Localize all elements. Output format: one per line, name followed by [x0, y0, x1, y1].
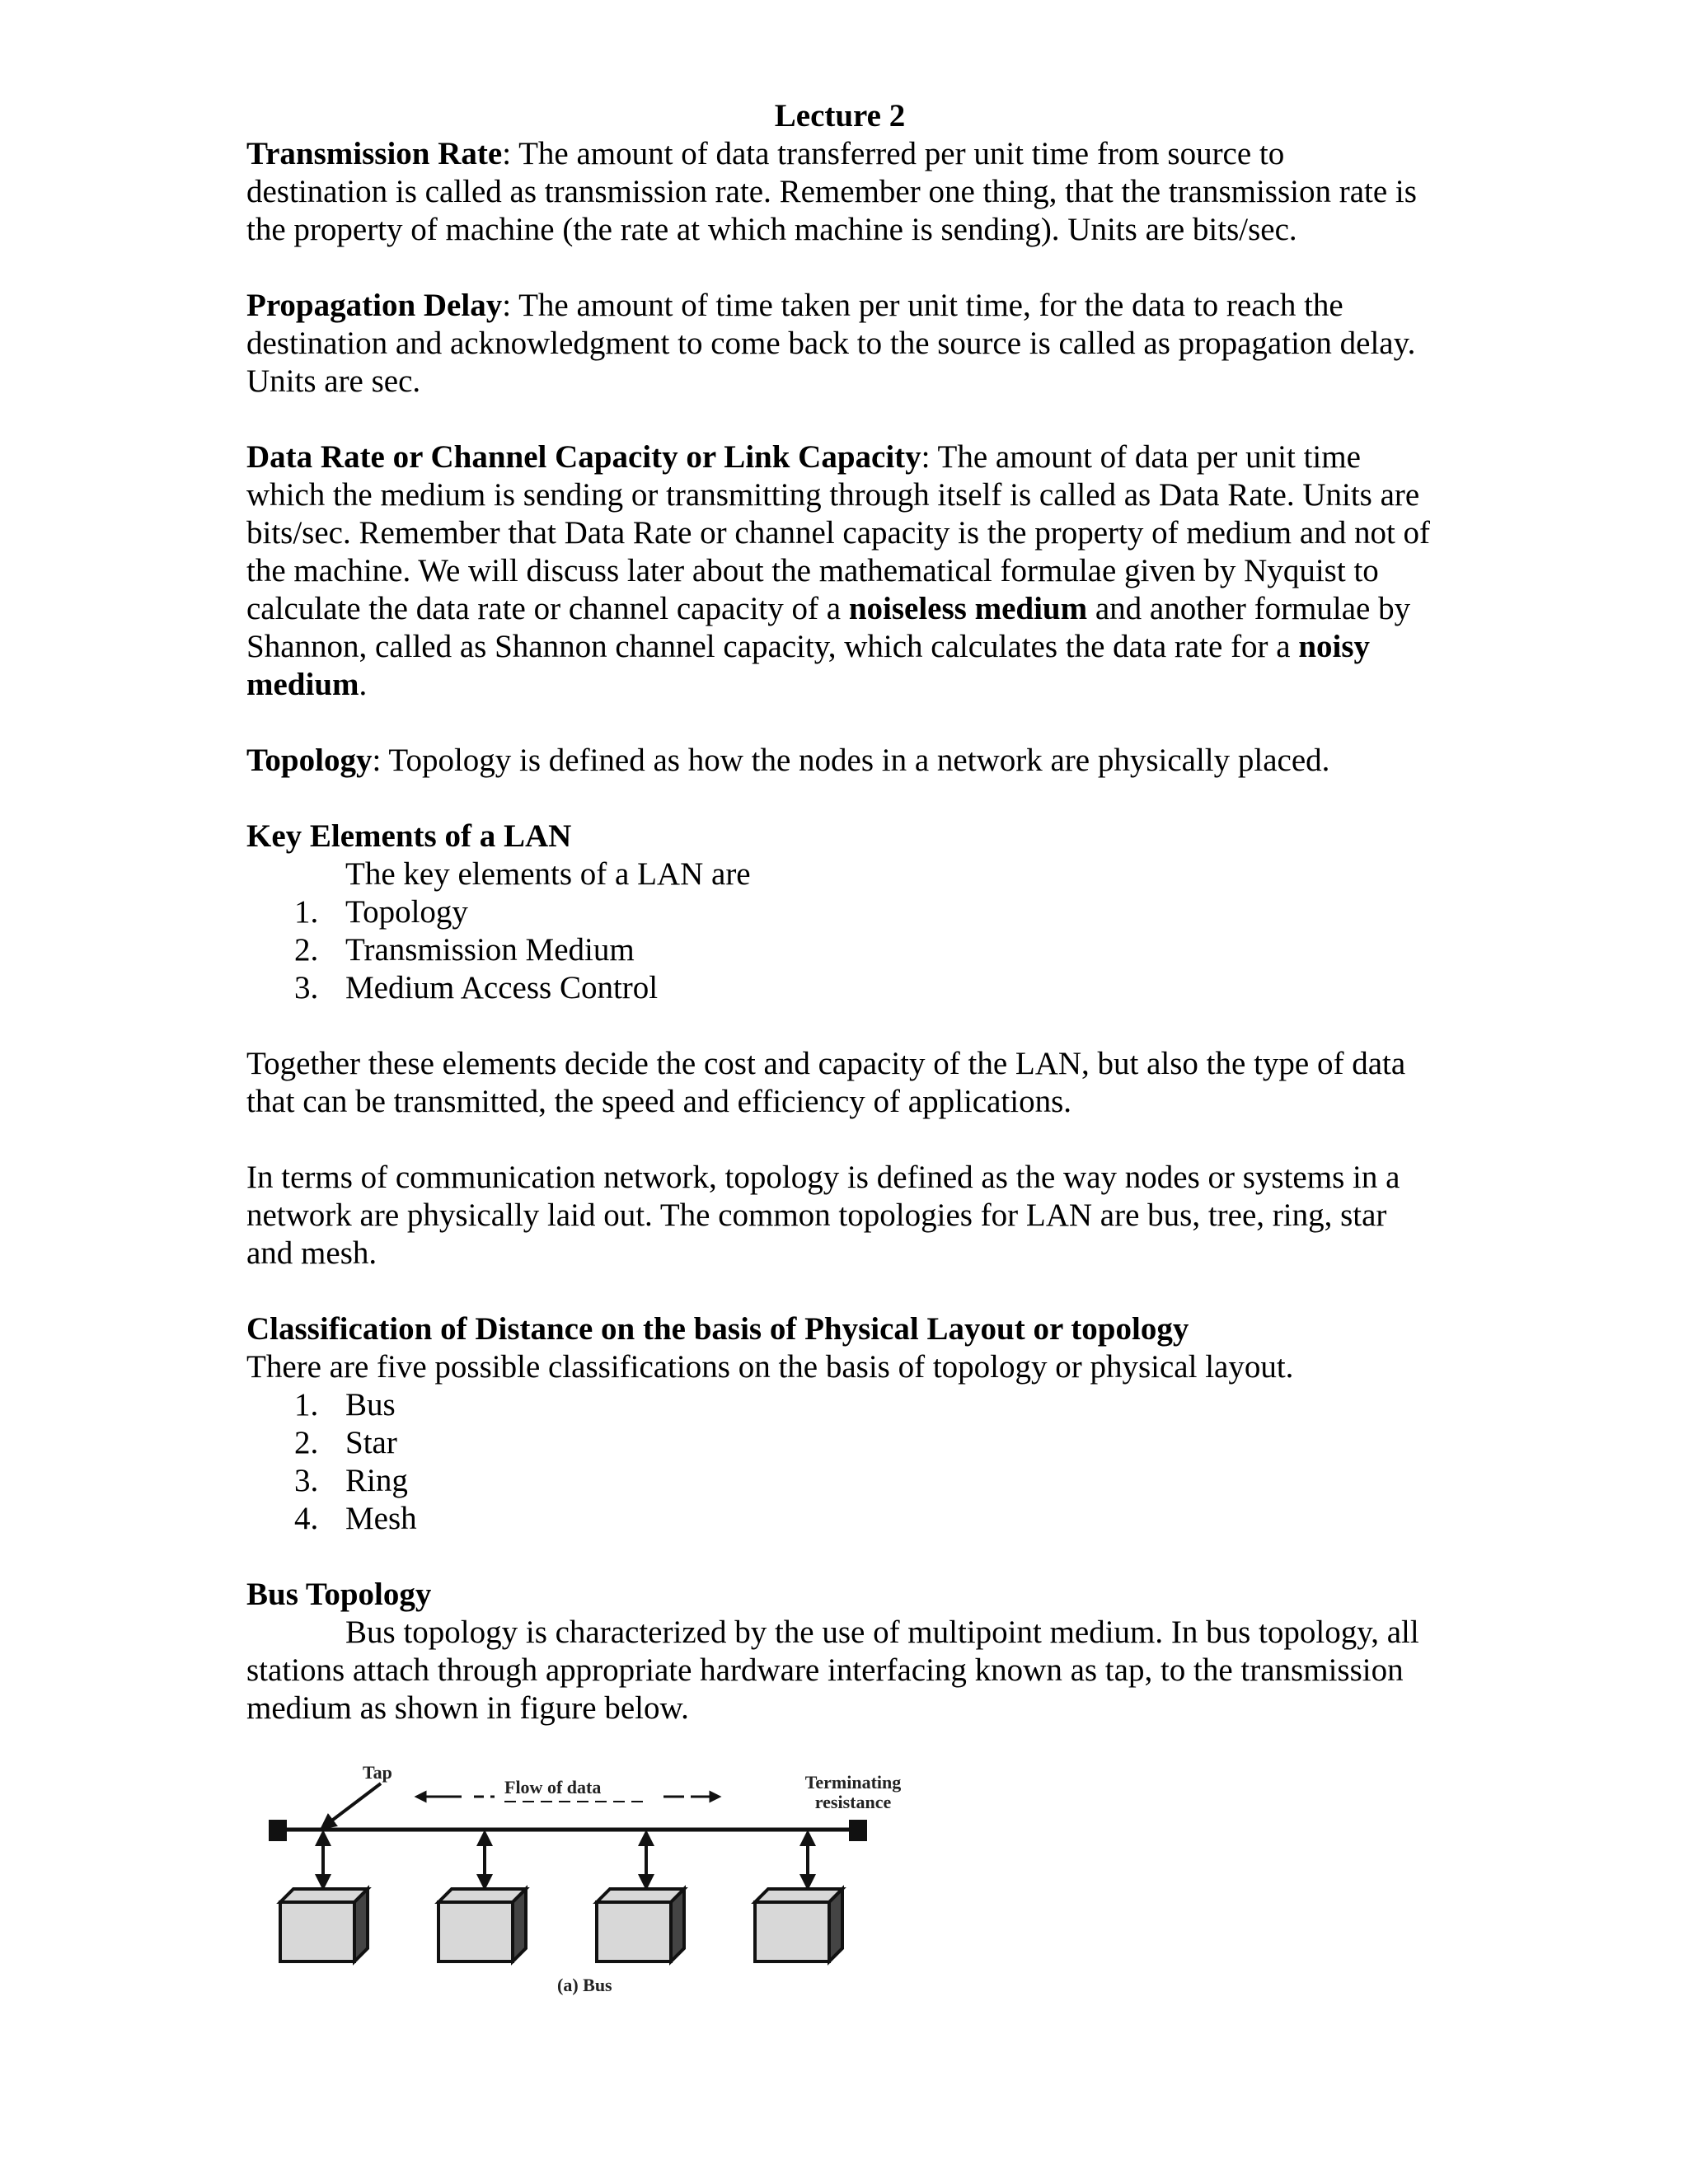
- data-rate-text-1: : The amount of data per unit time which the medium is sending or transmitting through itself is called as Data Rate. Units are bits/sec. Remember that Data Rate or channel capacity is the property of medium and not of the machine. We will discuss later about the mathematical formulae given by Nyquist to calculate the data rate or channel capacity of a: [246, 439, 1431, 626]
- list-item: [246, 1462, 1433, 1500]
- list-number: 4.: [294, 1501, 319, 1536]
- list-number: 3.: [294, 1463, 319, 1498]
- terminating-label: Terminating: [804, 1772, 902, 1793]
- station-4: [755, 1838, 842, 1961]
- transmission-rate-term: Transmission Rate: [246, 136, 503, 171]
- classification-intro: There are five possible classifications on the basis of topology or physical layout.: [246, 1349, 1294, 1385]
- list-label: Bus: [345, 1387, 396, 1422]
- figure-caption: (a) Bus: [557, 1975, 612, 1995]
- list-item: [246, 1500, 1433, 1538]
- together-paragraph: Together these elements decide the cost and capacity of the LAN, but also the type of data that can be transmitted, the speed and efficiency of applications.: [246, 1046, 1406, 1119]
- bus-topology-figure: [0, 1762, 940, 2001]
- list-item: [246, 969, 1433, 1007]
- list-number: 2.: [294, 1425, 319, 1460]
- list-label: Mesh: [345, 1501, 417, 1536]
- list-label: Transmission Medium: [345, 932, 635, 968]
- data-rate-paragraph: [246, 438, 1433, 704]
- terminator-left: [269, 1820, 287, 1841]
- bus-topology-heading: Bus Topology: [246, 1577, 432, 1612]
- list-item: [246, 1386, 1433, 1424]
- data-rate-text-3: .: [359, 667, 368, 702]
- list-number: 1.: [294, 1387, 319, 1422]
- bus-topology-paragraph: [246, 1614, 1433, 1727]
- key-elements-list: [246, 893, 1433, 1007]
- classification-heading: Classification of Distance on the basis of Physical Layout or topology: [246, 1311, 1189, 1347]
- list-number: 1.: [294, 894, 319, 930]
- data-rate-term: Data Rate or Channel Capacity or Link Capacity: [246, 439, 921, 475]
- key-elements-heading: Key Elements of a LAN: [246, 818, 572, 854]
- resistance-label: resistance: [814, 1792, 892, 1812]
- transmission-rate-text: : The amount of data transferred per unit time from source to destination is called as transmission rate. Remember one thing, that the transmission rate is the property of machine (the rate at which machine is sending). Units are bits/sec.: [246, 136, 1417, 247]
- topology-text: : Topology is defined as how the nodes in a network are physically placed.: [372, 743, 1330, 778]
- list-item: [246, 1424, 1433, 1462]
- list-item: [246, 931, 1433, 969]
- page-title: Lecture 2: [774, 98, 906, 134]
- document-page: [246, 97, 1433, 1727]
- noisy-medium-term: noisy medium: [246, 629, 1371, 702]
- terminator-right: [849, 1820, 867, 1841]
- list-label: Ring: [345, 1463, 408, 1498]
- bus-topology-text: Bus topology is characterized by the use of multipoint medium. In bus topology, all stations attach through appropriate hardware interfacing known as tap, to the transmission medium as shown in figure below.: [246, 1615, 1419, 1726]
- list-number: 2.: [294, 932, 319, 968]
- list-item: [246, 893, 1433, 931]
- propagation-delay-term: Propagation Delay: [246, 288, 503, 323]
- classification-list: [246, 1386, 1433, 1538]
- bus-diagram: [0, 1762, 940, 2001]
- propagation-delay-text: : The amount of time taken per unit time, for the data to reach the destination and acknowledgment to come back to the source is called as propagation delay. Units are sec.: [246, 288, 1416, 399]
- in-terms-paragraph: In terms of communication network, topology is defined as the way nodes or systems in a network are physically laid out. The common topologies for LAN are bus, tree, ring, star and mesh.: [246, 1160, 1400, 1271]
- data-rate-text-2: and another formulae by Shannon, called as Shannon channel capacity, which calculates the data rate for a: [246, 591, 1411, 664]
- propagation-delay-paragraph: [246, 287, 1433, 401]
- list-label: Topology: [345, 894, 468, 930]
- station-2: [438, 1838, 526, 1961]
- station-3: [597, 1838, 684, 1961]
- flow-of-data-label: Flow of data: [504, 1777, 602, 1797]
- tap-label: Tap: [363, 1762, 392, 1783]
- topology-term: Topology: [246, 743, 373, 778]
- list-label: Star: [345, 1425, 397, 1460]
- transmission-rate-paragraph: [246, 135, 1433, 249]
- topology-paragraph: [246, 742, 1433, 780]
- station-1: [280, 1838, 368, 1961]
- list-number: 3.: [294, 970, 319, 1005]
- key-elements-intro: The key elements of a LAN are: [345, 856, 751, 892]
- list-label: Medium Access Control: [345, 970, 659, 1005]
- noiseless-medium-term: noiseless medium: [848, 591, 1088, 626]
- tap-arrow: [326, 1783, 381, 1825]
